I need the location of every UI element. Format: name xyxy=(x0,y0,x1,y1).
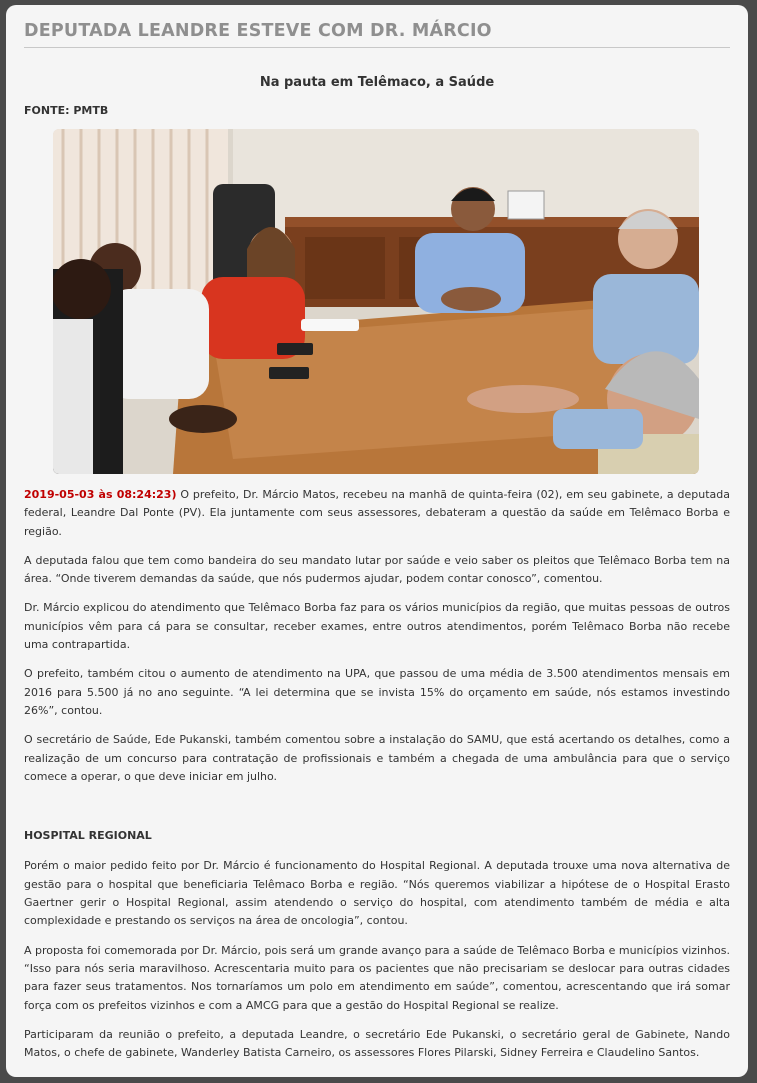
article-subtitle: Na pauta em Telêmaco, a Saúde xyxy=(259,75,495,90)
article-paragraph: Dr. Márcio explicou do atendimento que Telêmaco Borba faz para os vários municípios da região, que muitas pessoas de outros municípios vêm para cá para se consultar, receber exames, entre outros atendimentos, porém Telêmaco Borba não recebe uma contrapartida. xyxy=(24,601,730,652)
article-paragraph xyxy=(24,486,730,541)
article-paragraph: A proposta foi comemorada por Dr. Márcio, pois será um grande avanço para a saúde de Telêmaco Borba e municípios vizinhos. “Isso para nós seria maravilhoso. Acrescentaria muito para os pacientes que não precisariam se deslocar para outras cidades para fazer seus tratamentos. Nos tornaríamos um polo em atendimento em saúde”, comentou, acrescentando que irá somar força com os prefeitos vizinhos e com a AMCG para que a gestão do Hospital Regional se realize. xyxy=(24,943,730,1012)
article-body xyxy=(24,486,730,1062)
section-heading: HOSPITAL REGIONAL xyxy=(24,829,152,843)
paragraph-text: O prefeito, Dr. Márcio Matos, recebeu na manhã de quinta-feira (02), em seu gabinete, a deputada federal, Leandre Dal Ponte (PV). Ela juntamente com seus assessores, debateram a questão da saúde em Telêmaco Borba e região. xyxy=(24,488,730,538)
article-headline: DEPUTADA LEANDRE ESTEVE COM DR. MÁRCIO xyxy=(24,21,730,48)
article-paragraph: Porém o maior pedido feito por Dr. Márcio é funcionamento do Hospital Regional. A deputada trouxe uma nova alternativa de gestão para o hospital que beneficiaria Telêmaco Borba e região. “Nós queremos viabilizar a hipótese de o Hospital Erasto Gaertner gerir o Hospital Regional, assim atendendo o serviço do hospital, com atendimento também de média e alta complexidade e prestando os serviços na área de oncologia”, contou. xyxy=(24,859,730,928)
article-source: FONTE: PMTB xyxy=(24,104,109,117)
meeting-photo xyxy=(53,129,699,474)
meeting-photo-illustration xyxy=(53,129,699,474)
article-paragraph: O prefeito, também citou o aumento de atendimento na UPA, que passou de uma média de 3.500 atendimentos mensais em 2016 para 5.500 já no ano seguinte. “A lei determina que se invista 15% do orçamento em saúde, nós estamos investindo 26%”, contou. xyxy=(24,667,730,717)
article-paragraph: A deputada falou que tem como bandeira do seu mandato lutar por saúde e veio saber os pleitos que Telêmaco Borba tem na área. “Onde tiverem demandas da saúde, que nós pudermos ajudar, podem contar conosco”, comentou. xyxy=(24,553,730,586)
article-paragraph: Participaram da reunião o prefeito, a deputada Leandre, o secretário Ede Pukanski, o secretário geral de Gabinete, Nando Matos, o chefe de gabinete, Wanderley Batista Carneiro, os assessores Flores Pilarski, Sidney Ferreira e Claudelino Santos. xyxy=(24,1027,730,1060)
article-paragraph: O secretário de Saúde, Ede Pukanski, também comentou sobre a instalação do SAMU, que está acertando os detalhes, como a realização de um concurso para contratação de profissionais e também a chegada de uma ambulância para que o serviço comece a operar, o que deve iniciar em julho. xyxy=(24,733,730,783)
article-card xyxy=(6,5,748,1077)
publish-timestamp: 2019-05-03 às 08:24:23) xyxy=(24,488,177,501)
